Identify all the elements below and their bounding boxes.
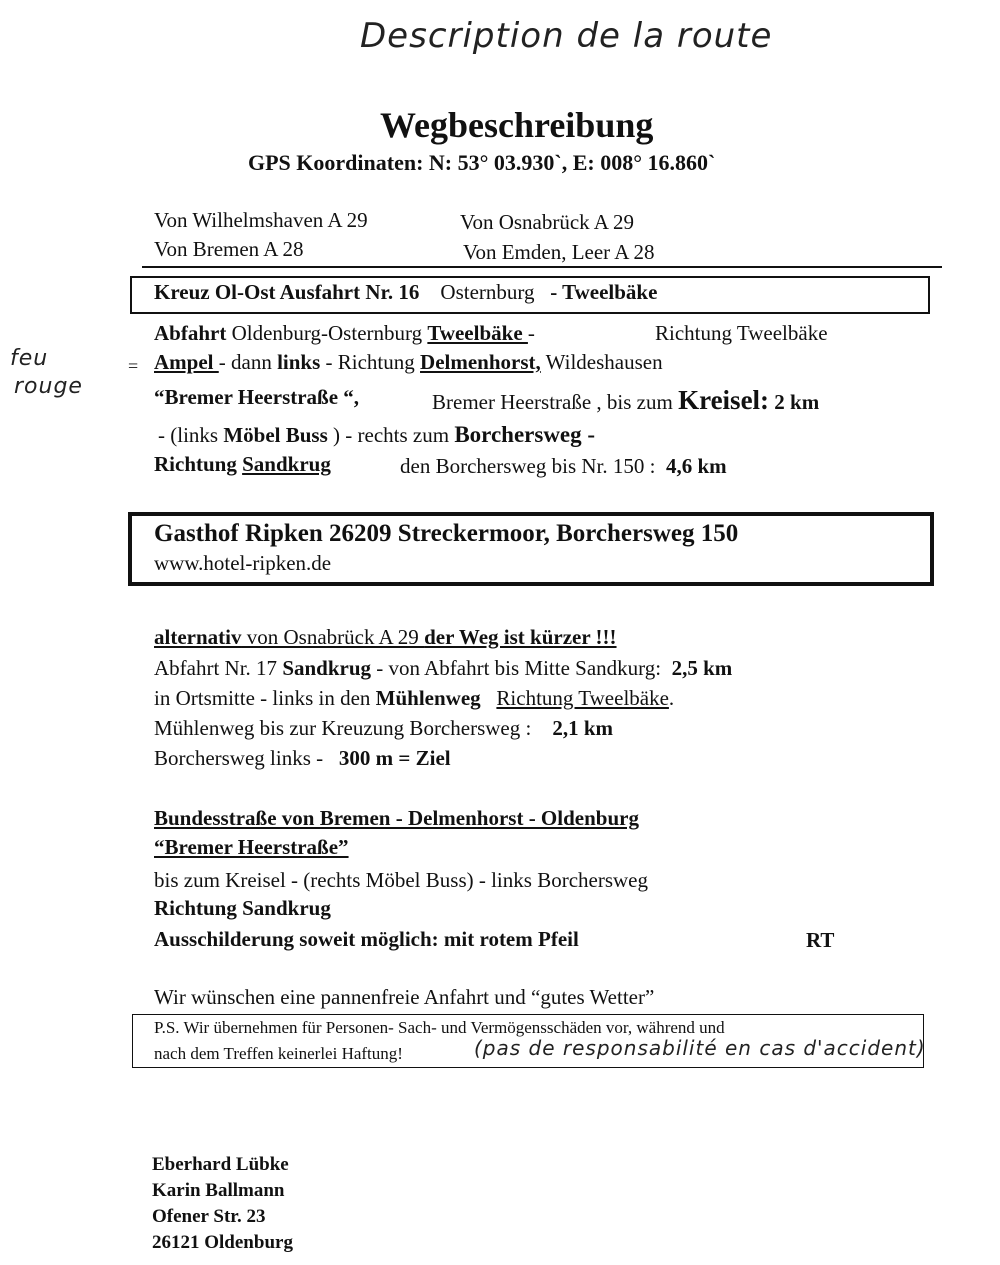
route-abfahrt: Abfahrt bbox=[154, 321, 227, 345]
alt-line-3 bbox=[154, 686, 674, 711]
origin-emden: Von Emden, Leer A 28 bbox=[463, 240, 655, 264]
alt-line-5 bbox=[154, 746, 451, 771]
route-richtung: - Richtung bbox=[320, 350, 421, 374]
route-line-3b bbox=[432, 385, 819, 416]
bund-richtung-sandkrug: Richtung Sandkrug bbox=[154, 896, 331, 920]
route-kreisel: Kreisel: bbox=[678, 385, 770, 415]
alt-richtung-tweelbaeke: Richtung Tweelbäke bbox=[496, 686, 669, 710]
alt-muehlenweg-kreuzung: Mühlenweg bis zur Kreuzung Borchersweg : bbox=[154, 716, 532, 740]
alt-borchersweg-links: Borchersweg links - bbox=[154, 746, 324, 770]
kreuz-exit-tweelbaeke: - Tweelbäke bbox=[550, 280, 658, 304]
gasthof-name: Gasthof Ripken 26209 Streckermoor, Borchersweg 150 bbox=[154, 520, 739, 547]
route-line-2 bbox=[154, 350, 663, 375]
ps-line-1: P.S. Wir übernehmen für Personen- Sach- und Vermögensschäden vor, während und bbox=[154, 1018, 725, 1037]
alt-abfahrt-17: Abfahrt Nr. 17 bbox=[154, 656, 283, 680]
alt-muehlenweg: Mühlenweg bbox=[375, 686, 481, 710]
alt-2-5km: 2,5 km bbox=[671, 656, 733, 680]
route-line-3a bbox=[154, 385, 359, 410]
route-2km: 2 km bbox=[769, 390, 820, 414]
origin-wilhelmshaven: Von Wilhelmshaven A 29 bbox=[154, 208, 368, 232]
route-line-1 bbox=[154, 321, 535, 346]
address-line-4: 26121 Oldenburg bbox=[152, 1232, 293, 1253]
address-line-1: Eberhard Lübke bbox=[152, 1154, 289, 1175]
alt-weg-kuerzer: der Weg ist kürzer !!! bbox=[424, 625, 617, 649]
route-oldenburg-osternburg: Oldenburg-Osternburg bbox=[226, 321, 428, 345]
alt-period: . bbox=[668, 686, 675, 710]
route-dash: - bbox=[527, 321, 535, 345]
handwritten-annotation-heading: Description de la route bbox=[360, 16, 773, 56]
alt-line-2 bbox=[154, 656, 732, 681]
gps-coordinates: GPS Koordinaten: N: 53° 03.930`, E: 008° 16.860` bbox=[248, 150, 716, 175]
origin-osnabrueck: Von Osnabrück A 29 bbox=[460, 210, 635, 234]
route-moebel-buss: Möbel Buss bbox=[223, 423, 328, 447]
alt-ziel: 300 m = Ziel bbox=[338, 746, 451, 770]
route-links: links bbox=[277, 350, 321, 374]
divider bbox=[142, 266, 942, 268]
route-dann: - dann bbox=[218, 350, 278, 374]
route-delmenhorst: Delmenhorst, bbox=[420, 350, 541, 374]
alt-bis-mitte: - von Abfahrt bis Mitte Sandkurg: bbox=[371, 656, 662, 680]
route-borchersweg: Borchersweg - bbox=[454, 422, 596, 447]
route-bis-nr-150: den Borchersweg bis Nr. 150 : bbox=[400, 454, 656, 478]
route-rechts-zum: ) - rechts zum bbox=[327, 423, 455, 447]
kreuz-exit-bold: Kreuz Ol-Ost Ausfahrt Nr. 16 bbox=[154, 280, 420, 304]
alt-2-1km: 2,1 km bbox=[552, 716, 614, 740]
route-links-paren: - (links bbox=[158, 423, 224, 447]
bund-rt-sign: RT bbox=[806, 928, 835, 952]
route-bis-zum: Bremer Heerstraße , bis zum bbox=[432, 390, 679, 414]
route-line-5 bbox=[154, 452, 331, 477]
route-4-6km: 4,6 km bbox=[665, 454, 727, 478]
address-line-3: Ofener Str. 23 bbox=[152, 1206, 266, 1227]
route-line-4 bbox=[158, 422, 595, 448]
route-tweelbaeke: Tweelbäke bbox=[427, 321, 528, 345]
bund-heading: Bundesstraße von Bremen - Delmenhorst - Oldenburg bbox=[154, 806, 639, 830]
bund-bis-zum-kreisel: bis zum Kreisel - (rechts Möbel Buss) - links Borchersweg bbox=[154, 868, 648, 892]
alt-label: alternativ bbox=[154, 625, 242, 649]
handwritten-annotation-feu: feu bbox=[10, 346, 49, 371]
route-richtung-label: Richtung bbox=[154, 452, 243, 476]
address-line-2: Karin Ballmann bbox=[152, 1180, 285, 1201]
bund-bremer-heerstrasse: “Bremer Heerstraße” bbox=[154, 835, 349, 859]
alt-line-4 bbox=[154, 716, 613, 741]
alt-ortsmitte: in Ortsmitte - links in den bbox=[154, 686, 376, 710]
origin-bremen: Von Bremen A 28 bbox=[154, 237, 304, 261]
alt-line-1 bbox=[154, 625, 617, 650]
kreuz-exit-osternburg: Osternburg bbox=[440, 280, 535, 304]
route-bremer-heerstrasse-bold: “Bremer Heerstraße “, bbox=[154, 385, 360, 409]
handwritten-equals-mark: = bbox=[128, 356, 139, 376]
alt-sandkrug: Sandkrug bbox=[282, 656, 372, 680]
kreuz-exit-line bbox=[154, 280, 657, 305]
handwritten-annotation-rouge: rouge bbox=[14, 374, 83, 399]
page-title: Wegbeschreibung bbox=[380, 105, 654, 145]
ps-line-2: nach dem Treffen keinerlei Haftung! bbox=[154, 1044, 403, 1063]
route-direction-tweelbaeke: Richtung Tweelbäke bbox=[655, 321, 828, 345]
route-sandkrug: Sandkrug bbox=[242, 452, 331, 476]
ps-handwritten-note: (pas de responsabilité en cas d'accident) bbox=[474, 1036, 926, 1060]
route-wildeshausen: Wildeshausen bbox=[540, 350, 663, 374]
alt-von-osnabrueck: von Osnabrück A 29 bbox=[241, 625, 425, 649]
wish-line: Wir wünschen eine pannenfreie Anfahrt und “gutes Wetter” bbox=[154, 985, 655, 1009]
route-ampel: Ampel bbox=[154, 350, 219, 374]
gasthof-url[interactable]: www.hotel-ripken.de bbox=[154, 551, 332, 575]
bund-ausschilderung: Ausschilderung soweit möglich: mit rotem Pfeil bbox=[154, 927, 579, 951]
route-line-5b bbox=[400, 454, 727, 479]
